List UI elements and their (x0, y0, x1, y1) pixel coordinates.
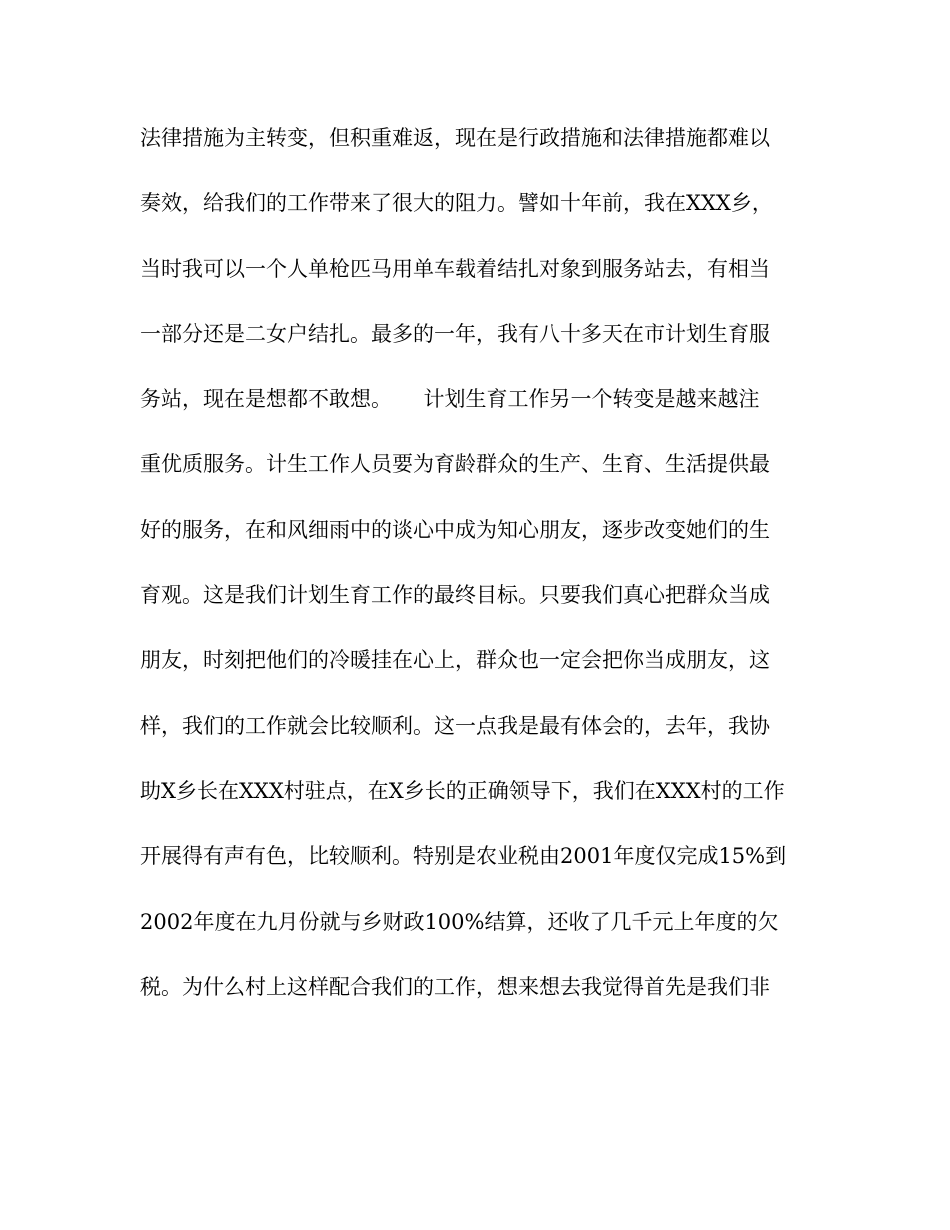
text-line: 开展得有声有色，比较顺利。特别是农业税由2001年度仅完成15%到 (140, 844, 787, 869)
text-line: 当时我可以一个人单枪匹马用单车载着结扎对象到服务站去，有相当 (140, 256, 770, 281)
text-line: 2002年度在九月份就与乡财政100%结算，还收了几千元上年度的欠 (140, 909, 779, 934)
text-line: 朋友，时刻把他们的冷暖挂在心上，群众也一定会把你当成朋友，这 (140, 648, 770, 673)
text-line: 助X乡长在XXX村驻点，在X乡长的正确领导下，我们在XXX村的工作 (140, 778, 785, 803)
text-line: 育观。这是我们计划生育工作的最终目标。只要我们真心把群众当成 (140, 583, 770, 608)
text-line: 法律措施为主转变，但积重难返，现在是行政措施和法律措施都难以 (140, 126, 770, 150)
text-line: 税。为什么村上这样配合我们的工作，想来想去我觉得首先是我们非 (140, 974, 770, 999)
text-line: 样，我们的工作就会比较顺利。这一点我是最有体会的，去年，我协 (140, 713, 770, 738)
text-line: 一部分还是二女户结扎。最多的一年，我有八十多天在市计划生育服 (140, 321, 770, 346)
text-line: 奏效，给我们的工作带来了很大的阻力。譬如十年前，我在XXX乡， (140, 191, 773, 216)
body-text (140, 122, 820, 1036)
text-line: 重优质服务。计生工作人员要为育龄群众的生产、生育、生活提供最 (140, 452, 770, 477)
text-line: 务站，现在是想都不敢想。 计划生育工作另一个转变是越来越注 (140, 387, 760, 412)
text-line: 好的服务，在和风细雨中的谈心中成为知心朋友，逐步改变她们的生 (140, 517, 770, 542)
